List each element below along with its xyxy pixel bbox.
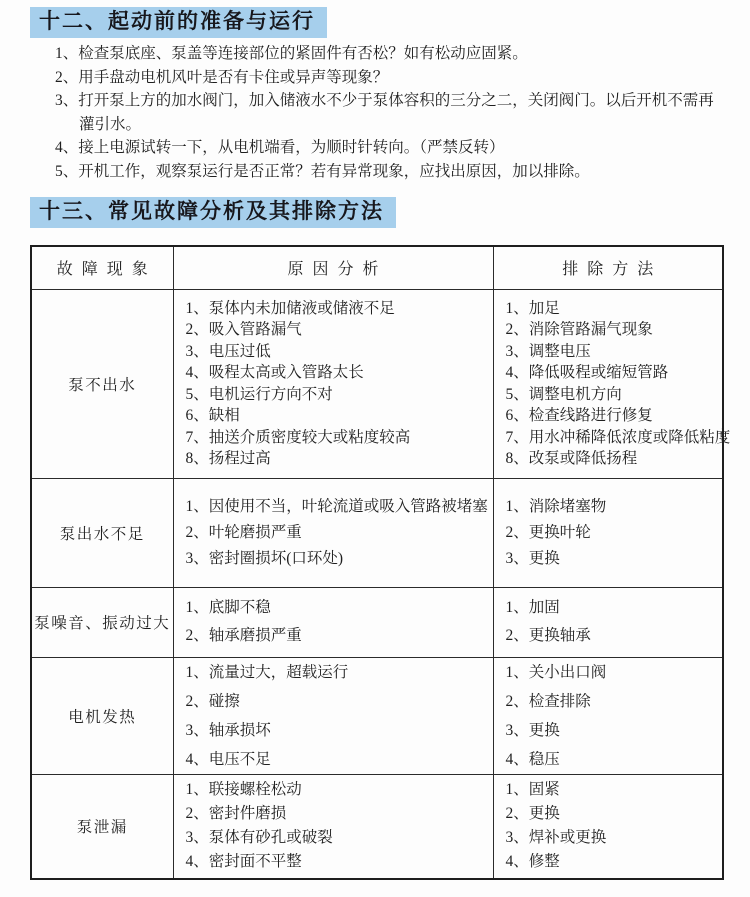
list-item: 7、抽送介质密度较大或粘度较高 xyxy=(185,428,411,446)
list-item: 2、密封件磨损 xyxy=(185,805,287,823)
list-item: 3、焊补或更换 xyxy=(505,829,607,847)
remedies-cell xyxy=(493,289,731,478)
fault-cell: 电机发热 xyxy=(31,657,173,774)
list-item: 1、消除堵塞物 xyxy=(505,497,607,515)
list-item: 7、用水冲稀降低浓度或降低粘度 xyxy=(505,428,731,446)
remedies-cell xyxy=(493,587,723,657)
list-item: 5、开机工作，观察泵运行是否正常？若有异常现象，应找出原因，加以排除。 xyxy=(55,162,590,180)
section-title-troubleshooting xyxy=(30,197,396,228)
causes-list xyxy=(174,778,493,874)
list-item: 4、吸程太高或入管路太长 xyxy=(185,364,364,381)
list-item: 2、更换轴承 xyxy=(505,627,591,644)
table-row xyxy=(31,478,723,587)
list-item: 1、因使用不当，叶轮流道或吸入管路被堵塞 xyxy=(185,497,488,515)
list-item: 1、底脚不稳 xyxy=(185,599,271,616)
fault-cell: 泵泄漏 xyxy=(31,774,173,879)
remedies-list xyxy=(494,778,723,874)
remedies-list xyxy=(494,298,731,470)
fault-cell: 泵噪音、振动过大 xyxy=(31,587,173,657)
remedies-cell xyxy=(493,774,723,879)
list-item: 3、轴承损坏 xyxy=(185,721,271,739)
causes-list xyxy=(174,298,493,470)
fault-table xyxy=(30,245,731,880)
causes-cell xyxy=(173,587,493,657)
list-item: 1、流量过大，超载运行 xyxy=(185,663,349,681)
section-title-highlight: 十三、常见故障分析及其排除方法 xyxy=(30,197,396,228)
list-item: 6、缺相 xyxy=(185,407,240,424)
list-item: 1、泵体内未加储液或储液不足 xyxy=(185,299,395,317)
list-item: 5、调整电机方向 xyxy=(505,385,622,403)
list-item: 1、固紧 xyxy=(505,781,560,799)
list-item: 2、检查排除 xyxy=(505,692,591,710)
causes-cell xyxy=(173,774,493,879)
fault-table-header xyxy=(31,246,723,289)
remedies-list xyxy=(494,494,723,572)
list-item: 4、密封面不平整 xyxy=(185,853,302,871)
causes-cell xyxy=(173,657,493,774)
list-item: 1、加足 xyxy=(505,299,560,317)
causes-cell xyxy=(173,478,493,587)
fault-table-body xyxy=(31,289,731,879)
list-item: 3、调整电压 xyxy=(505,342,591,360)
list-item: 2、吸入管路漏气 xyxy=(185,321,302,338)
list-item: 4、接上电源试转一下，从电机端看，为顺时针转向。（严禁反转） xyxy=(55,139,505,156)
causes-cell xyxy=(173,289,493,478)
list-item: 5、电机运行方向不对 xyxy=(185,385,333,403)
list-item: 3、打开泵上方的加水阀门，加入储液水不少于泵体容积的三分之二，关闭阀门。以后开机不需再灌引水。 xyxy=(55,92,714,133)
startup-steps-list xyxy=(55,42,725,183)
header-fault-phenomenon: 故障现象 xyxy=(31,246,173,289)
list-item: 2、叶轮磨损严重 xyxy=(185,523,302,541)
table-row xyxy=(31,289,723,478)
table-row xyxy=(31,587,723,657)
list-item: 1、关小出口阀 xyxy=(505,663,607,681)
list-item: 4、电压不足 xyxy=(185,750,271,768)
remedies-list xyxy=(494,658,723,774)
list-item: 4、修整 xyxy=(505,853,560,871)
section-title-startup xyxy=(30,7,327,38)
table-row xyxy=(31,774,723,879)
list-item: 3、电压过低 xyxy=(185,342,271,360)
causes-list xyxy=(174,658,493,774)
list-item: 4、降低吸程或缩短管路 xyxy=(505,364,669,381)
list-item: 2、用手盘动电机风叶是否有卡住或异声等现象？ xyxy=(55,68,389,86)
section-title-highlight: 十二、起动前的准备与运行 xyxy=(30,7,327,38)
table-row xyxy=(31,657,723,774)
list-item: 3、更换 xyxy=(505,549,560,567)
remedies-list xyxy=(494,594,723,650)
list-item: 1、联接螺栓松动 xyxy=(185,781,302,799)
list-item: 8、改泵或降低扬程 xyxy=(505,450,638,467)
list-item: 2、轴承磨损严重 xyxy=(185,627,302,644)
header-cause-analysis: 原因分析 xyxy=(173,246,493,289)
list-item: 2、更换 xyxy=(505,805,560,823)
remedies-cell xyxy=(493,478,723,587)
list-item: 3、泵体有砂孔或破裂 xyxy=(185,829,333,847)
list-item: 6、检查线路进行修复 xyxy=(505,407,653,424)
causes-list xyxy=(174,494,493,572)
list-item: 2、更换叶轮 xyxy=(505,523,591,541)
remedies-cell xyxy=(493,657,723,774)
list-item: 2、碰擦 xyxy=(185,692,240,710)
causes-list xyxy=(174,594,493,650)
fault-cell: 泵不出水 xyxy=(31,289,173,478)
list-item: 1、检查泵底座、泵盖等连接部位的紧固件有否松？如有松动应固紧。 xyxy=(55,45,528,62)
fault-cell: 泵出水不足 xyxy=(31,478,173,587)
list-item: 1、加固 xyxy=(505,599,560,616)
list-item: 8、扬程过高 xyxy=(185,450,271,467)
list-item: 3、更换 xyxy=(505,721,560,739)
list-item: 2、消除管路漏气现象 xyxy=(505,321,653,338)
list-item: 4、稳压 xyxy=(505,750,560,768)
header-remedy-method: 排除方法 xyxy=(493,246,723,289)
list-item: 3、密封圈损坏(口环处) xyxy=(185,549,344,567)
